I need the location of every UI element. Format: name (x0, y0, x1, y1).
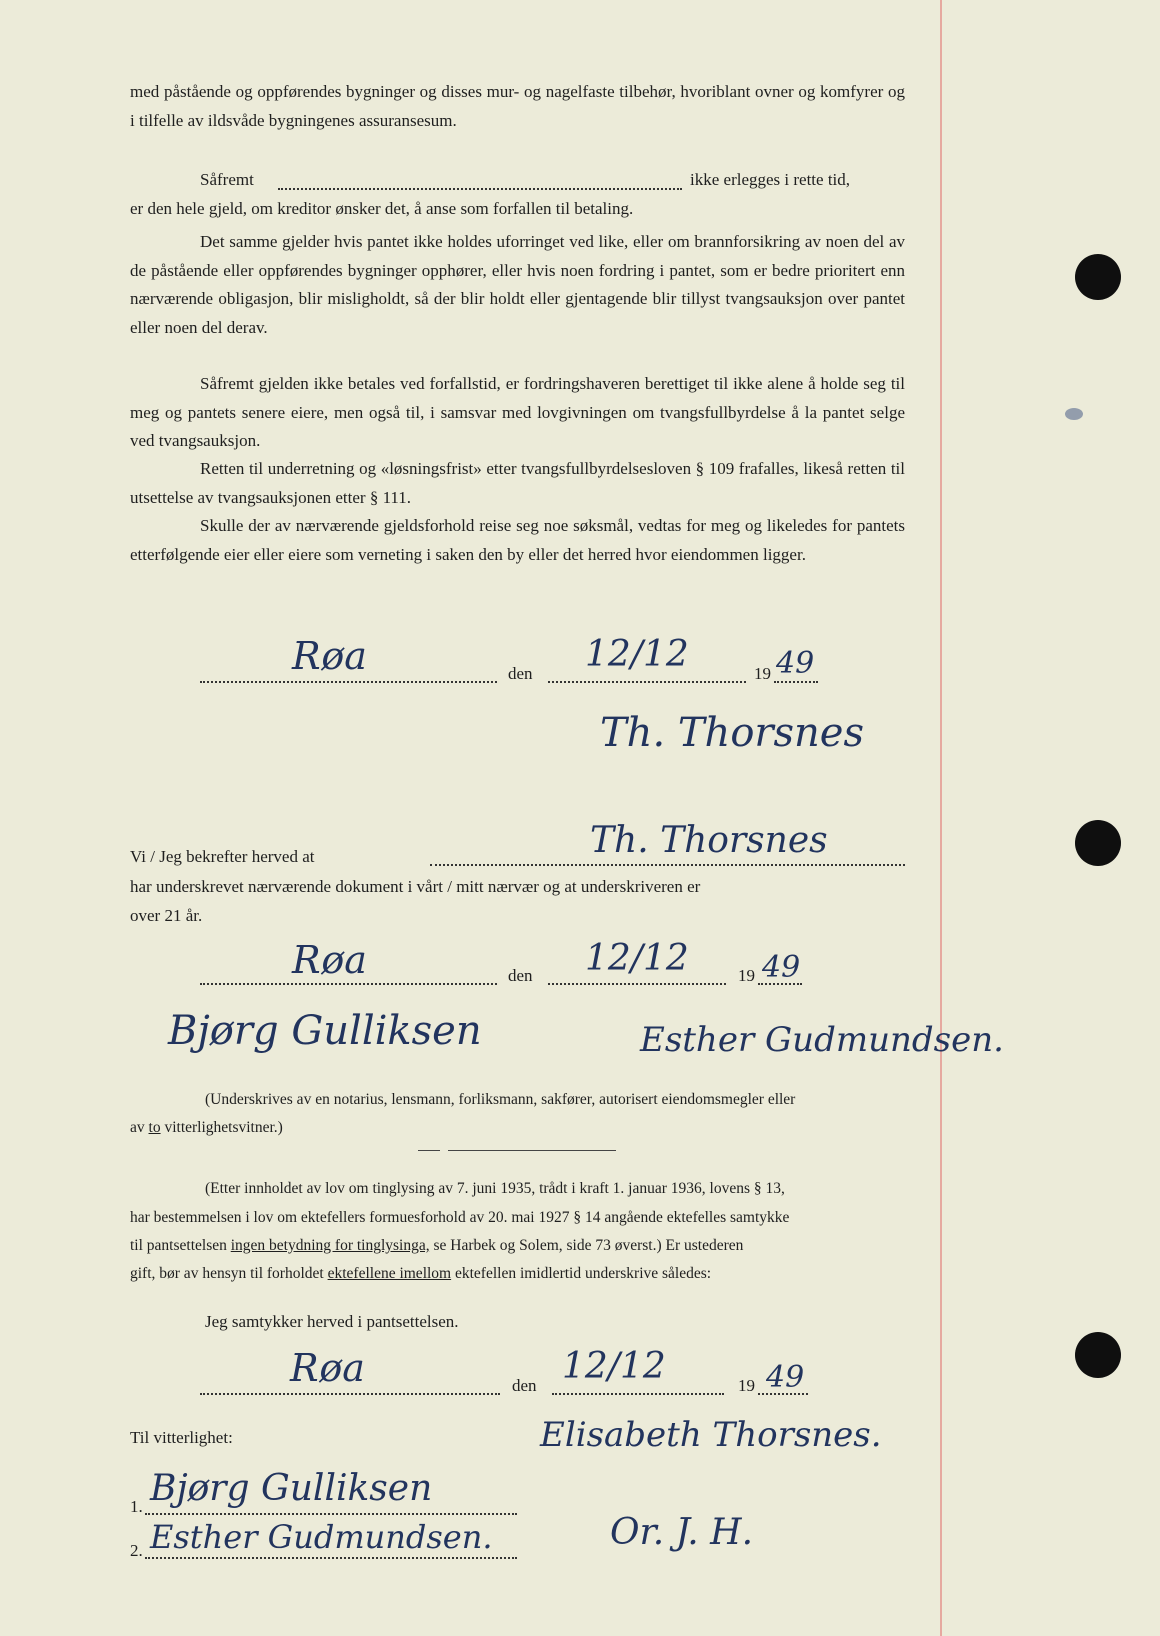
date-dotted-line (552, 1393, 724, 1395)
paragraph-safremt-start: Såfremt (200, 170, 254, 189)
year-dotted-line (774, 681, 818, 683)
witness-1-signature: Bjørg Gulliksen (150, 1468, 433, 1509)
paragraph-due-date: Såfremt gjelden ikke betales ved forfallstid, er fordringshaveren berettiget til ikke alene å holde seg til meg og pantets senere eiere, men også til, i samsvar med lovgivningen om tvangsfullbyrdelse å la pantet selge ved tvangsauksjon. (130, 374, 905, 450)
separator-rule (448, 1150, 616, 1151)
place-dotted-line (200, 983, 497, 985)
handwritten-date: 12/12 (585, 938, 689, 979)
separator-short (418, 1150, 440, 1151)
handwritten-confirm-name: Th. Thorsnes (590, 820, 828, 861)
handwritten-place: Røa (290, 1346, 365, 1390)
note-law-2: har bestemmelsen i lov om ektefellers formuesforhold av 20. mai 1927 § 14 angående ektefelles samtykke (130, 1209, 790, 1226)
year-prefix: 19 (738, 966, 755, 985)
confirm-dotted-line (430, 864, 905, 866)
den-label: den (508, 664, 533, 683)
place-dotted-line (200, 1393, 500, 1395)
note-law-3a: til pantsettelsen (130, 1237, 227, 1254)
note-signers-2a: av (130, 1119, 145, 1136)
handwritten-date: 12/12 (585, 634, 689, 675)
handwritten-year: 49 (766, 1360, 805, 1395)
note-signers-to: to (148, 1119, 161, 1136)
handwritten-place: Røa (292, 938, 367, 982)
note-law-4-underlined: ektefellene imellom (327, 1265, 452, 1282)
confirm-cont-2: over 21 år. (130, 906, 203, 925)
note-signers-1: (Underskrives av en notarius, lensmann, forliksmann, sakfører, autorisert eiendomsmegler eller (205, 1091, 796, 1108)
confirm-text: Vi / Jeg bekrefter herved at (130, 847, 315, 866)
witness-number-1: 1. (130, 1497, 143, 1516)
handwritten-date: 12/12 (562, 1346, 666, 1387)
punch-hole (1075, 820, 1121, 866)
handwritten-place: Røa (292, 634, 367, 678)
year-prefix: 19 (738, 1376, 755, 1395)
witness-title: Til vitterlighet: (130, 1428, 233, 1447)
note-signers-2c: vitterlighetsvitner.) (164, 1119, 283, 1136)
ink-smudge (1065, 408, 1083, 420)
place-dotted-line (200, 681, 497, 683)
note-law-3 (130, 1232, 743, 1259)
paragraph-buildings: med påstående og oppførendes bygninger og disses mur- og nagelfaste tilbehør, hvoriblant ovner og komfyrer og i tilfelle av ildsvåde bygningenes assuransesum. (130, 82, 905, 130)
spouse-signature: Elisabeth Thorsnes. (540, 1415, 882, 1455)
note-law-1: (Etter innholdet av lov om tinglysing av 7. juni 1935, trådt i kraft 1. januar 1936, lovens § 13, (205, 1180, 785, 1197)
den-label: den (508, 966, 533, 985)
den-label: den (512, 1376, 537, 1395)
note-law-3-underlined: ingen betydning for tinglysinga, (230, 1237, 430, 1254)
paragraph-safremt-end: ikke erlegges i rette tid, (690, 170, 851, 189)
paragraph-maintenance: Det samme gjelder hvis pantet ikke holdes uforringet ved like, eller om brannforsikring av noen del av de påstående eller oppførendes bygninger opphører, eller hvis noen fordring i pantet, som er bedre prioritert enn nærværende obligasjon, blir misligholdt, så der blir holdt eller gjentagende blir tillyst tvangsauksjon over pantet eller noen del derav. (130, 232, 905, 337)
date-dotted-line (548, 681, 746, 683)
handwritten-year: 49 (762, 950, 801, 985)
handwritten-year: 49 (776, 646, 815, 681)
date-dotted-line (548, 983, 726, 985)
witness-2-signature: Esther Gudmundsen. (150, 1518, 493, 1556)
note-law-4c: ektefellen imidlertid underskrive således: (454, 1265, 712, 1282)
witness-signature-b: Esther Gudmundsen. (640, 1020, 1004, 1060)
blank-dotted-line (278, 188, 682, 190)
signature-main: Th. Thorsnes (600, 710, 865, 756)
witness-number-2: 2. (130, 1541, 143, 1560)
note-law-4a: gift, bør av hensyn til forholdet (130, 1265, 324, 1282)
punch-hole (1075, 254, 1121, 300)
initials-signature: Or. J. H. (610, 1512, 754, 1553)
paragraph-notification: Retten til underretning og «løsningsfrist» etter tvangsfullbyrdelsesloven § 109 frafalles, likeså retten til utsettelse av tvangsauksjonen etter § 111. (130, 459, 905, 507)
witness-1-dotted-line (145, 1513, 517, 1515)
witness-2-dotted-line (145, 1557, 517, 1559)
year-prefix: 19 (754, 664, 771, 683)
note-signers-2 (130, 1114, 283, 1141)
punch-hole (1075, 1332, 1121, 1378)
paragraph-safremt-cont: er den hele gjeld, om kreditor ønsker det, å anse som forfallen til betaling. (130, 199, 634, 218)
note-law-4 (130, 1260, 711, 1287)
note-law-3c: se Harbek og Solem, side 73 øverst.) Er ustederen (433, 1237, 744, 1254)
confirm-cont-1: har underskrevet nærværende dokument i vårt / mitt nærvær og at underskriveren er (130, 877, 701, 896)
consent-text: Jeg samtykker herved i pantsettelsen. (205, 1312, 459, 1331)
paragraph-venue: Skulle der av nærværende gjeldsforhold reise seg noe søksmål, vedtas for meg og likeledes for pantets etterfølgende eier eller eiere som verneting i saken den by eller det herred hvor eiendommen ligger. (130, 516, 905, 564)
witness-signature-a: Bjørg Gulliksen (168, 1008, 482, 1054)
margin-line (940, 0, 942, 1636)
